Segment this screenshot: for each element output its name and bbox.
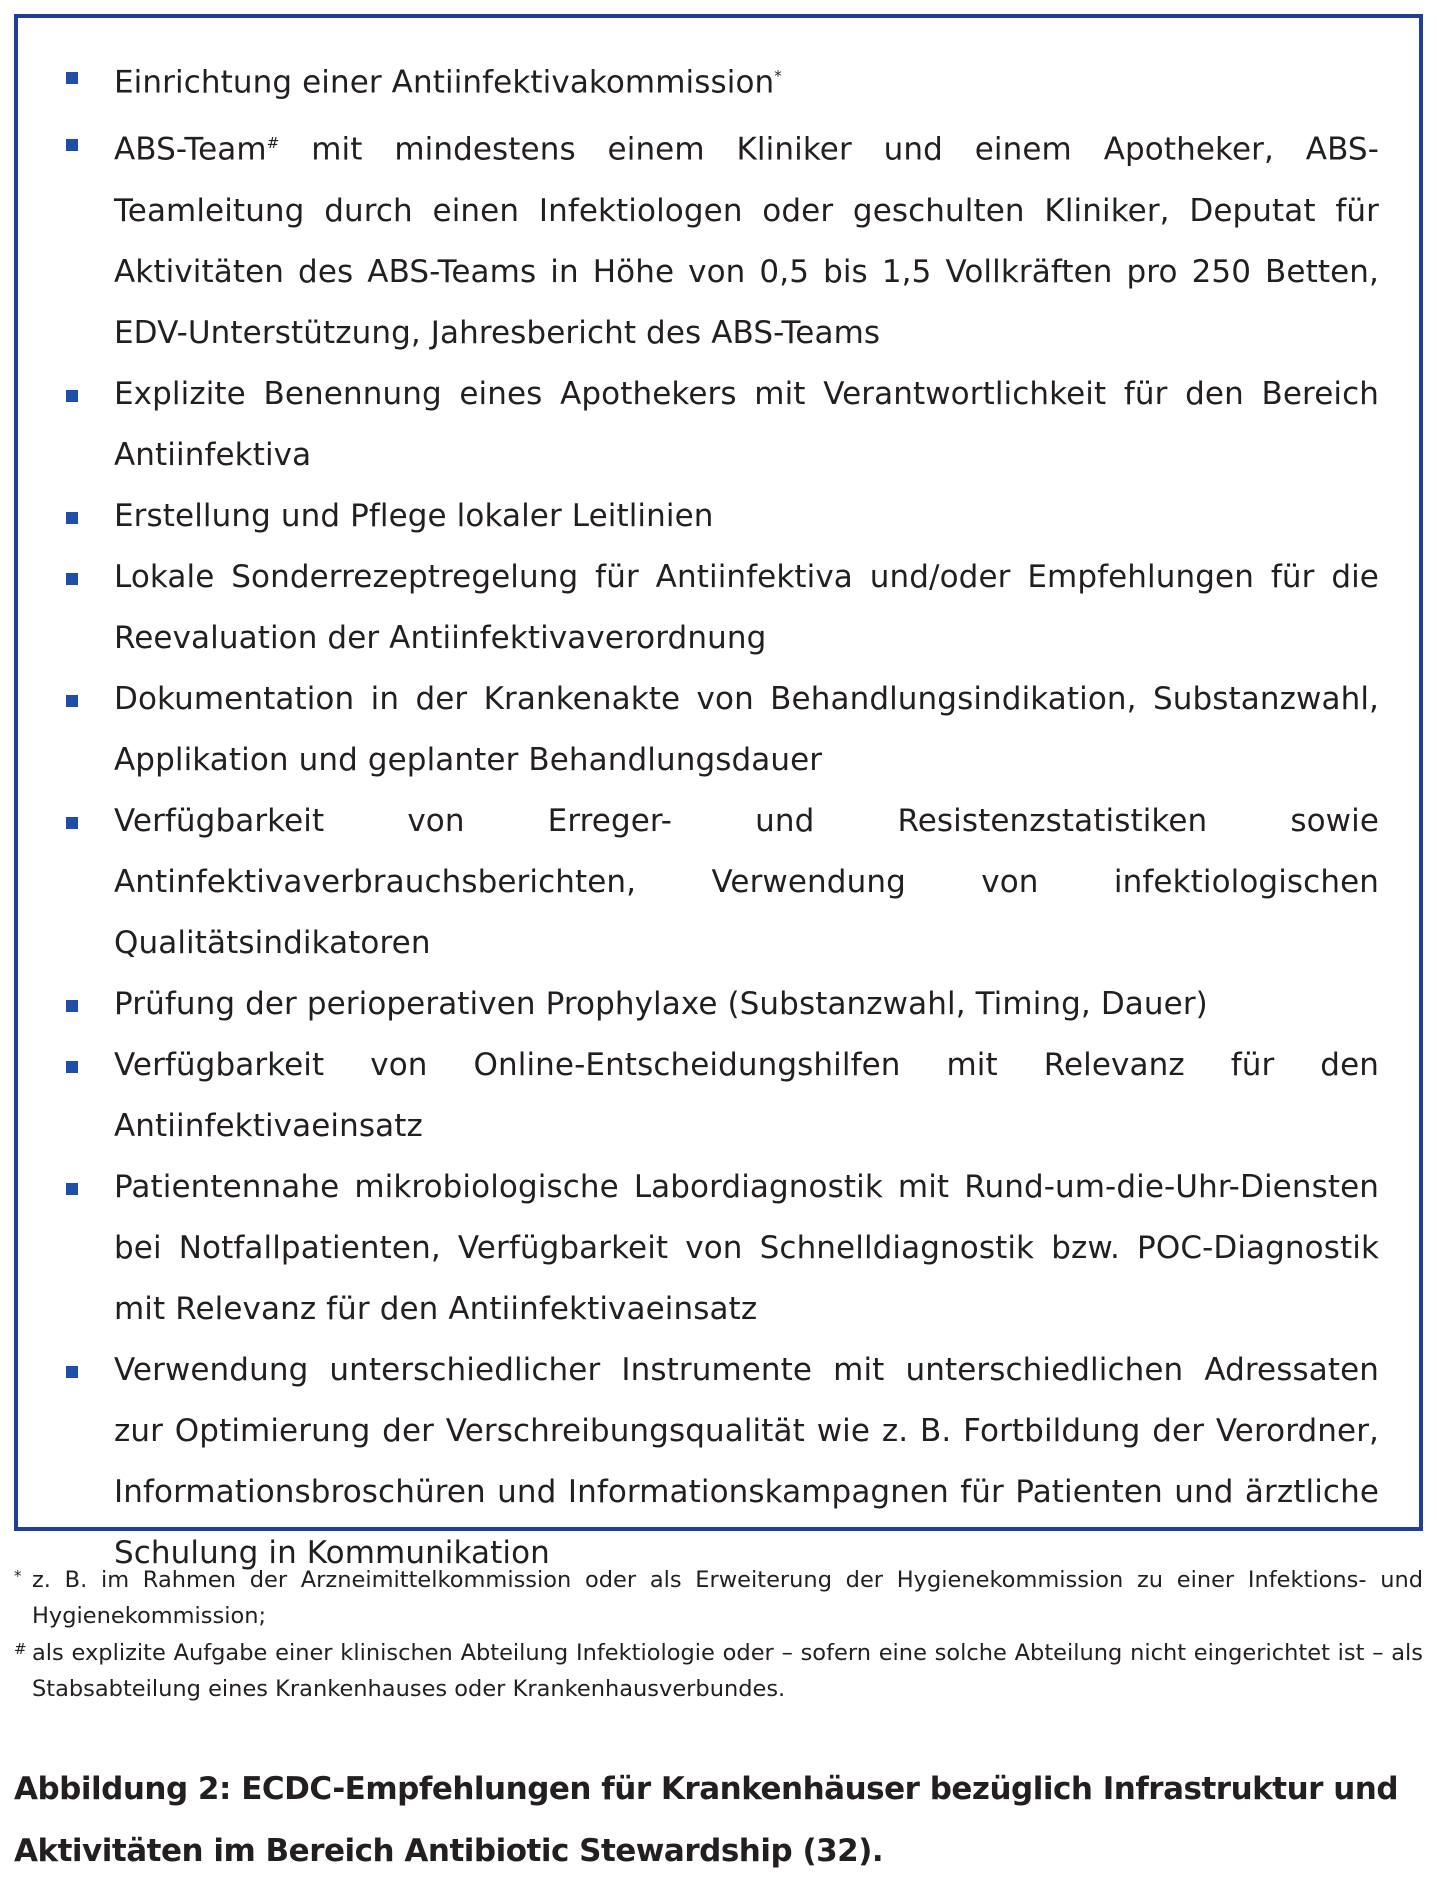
list-item: Explizite Benennung eines Apothekers mit Verantwortlichkeit für den Bereich Antiinfektiva <box>56 364 1379 486</box>
footnote-marker: * <box>774 67 782 85</box>
list-item: Prüfung der perioperativen Prophylaxe (Substanzwahl, Timing, Dauer) <box>56 974 1379 1035</box>
square-bullet-icon <box>66 1366 78 1378</box>
list-item: Verwendung unterschiedlicher Instrumente mit unterschiedlichen Adressaten zur Optimierung der Verschreibungsqualität wie z. B. Fortbildung der Verordner, Informationsbroschüren und Informationskampagnen für Patienten und ärztliche Schulung in Kommunikation <box>56 1340 1379 1584</box>
list-item: Lokale Sonderrezeptregelung für Antiinfektiva und/oder Empfehlungen für die Reevaluation der Antiinfektivaverordnung <box>56 547 1379 669</box>
square-bullet-icon <box>66 1183 78 1195</box>
square-bullet-icon <box>66 1000 78 1012</box>
footnote-mark: * <box>14 1567 22 1585</box>
square-bullet-icon <box>66 817 78 829</box>
square-bullet-icon <box>66 72 78 84</box>
footnote <box>14 1635 1423 1707</box>
list-item: Erstellung und Pflege lokaler Leitlinien <box>56 486 1379 547</box>
footnote-marker: # <box>266 134 280 153</box>
footnote-mark: # <box>14 1640 27 1658</box>
square-bullet-icon <box>66 390 78 402</box>
square-bullet-icon <box>66 1061 78 1073</box>
list-item: Patientennahe mikrobiologische Labordiagnostik mit Rund-um-die-Uhr-Diensten bei Notfallpatienten, Verfügbarkeit von Schnelldiagnostik bzw. POC-Diagnostik mit Relevanz für den Antiinfektivaeinsatz <box>56 1157 1379 1340</box>
list-item: Dokumentation in der Krankenakte von Behandlungsindikation, Substanzwahl, Applikation und geplanter Behandlungsdauer <box>56 669 1379 791</box>
list-item: Verfügbarkeit von Erreger- und Resistenzstatistiken sowie Antinfektivaverbrauchsberichten, Verwendung von infektiologischen Qualitätsindikatoren <box>56 791 1379 974</box>
footnote-text: als explizite Aufgabe einer klinischen Abteilung Infektiologie oder – sofern eine solche Abteilung nicht eingerichtet ist – als Stabsabteilung eines Krankenhauses oder Krankenhausverbundes. <box>32 1640 1423 1702</box>
list-item: ABS-Team# mit mindestens einem Kliniker und einem Apotheker, ABS-Teamleitung durch einen Infektiologen oder geschulten Kliniker, Deputat für Aktivitäten des ABS-Teams in Höhe von 0,5 bis 1,5 Vollkräften pro 250 Betten, EDV-Unterstützung, Jahresbericht des ABS-Teams <box>56 113 1379 363</box>
square-bullet-icon <box>66 139 78 151</box>
square-bullet-icon <box>66 695 78 707</box>
square-bullet-icon <box>66 512 78 524</box>
figure-caption: Abbildung 2: ECDC-Empfehlungen für Krankenhäuser bezüglich Infrastruktur und Aktivitäten im Bereich Antibiotic Stewardship (32). <box>14 1771 1399 1869</box>
list-item: Einrichtung einer Antiinfektivakommission* <box>56 46 1379 113</box>
list-item: Verfügbarkeit von Online-Entscheidungshilfen mit Relevanz für den Antiinfektivaeinsatz <box>56 1035 1379 1157</box>
recommendation-list <box>56 46 1379 1584</box>
footnote <box>14 1562 1423 1634</box>
recommendation-box <box>14 14 1423 1571</box>
square-bullet-icon <box>66 573 78 585</box>
footnote-text: z. B. im Rahmen der Arzneimittelkommission oder als Erweiterung der Hygienekommission zu einer Infektions- und Hygienekommission; <box>32 1567 1423 1629</box>
